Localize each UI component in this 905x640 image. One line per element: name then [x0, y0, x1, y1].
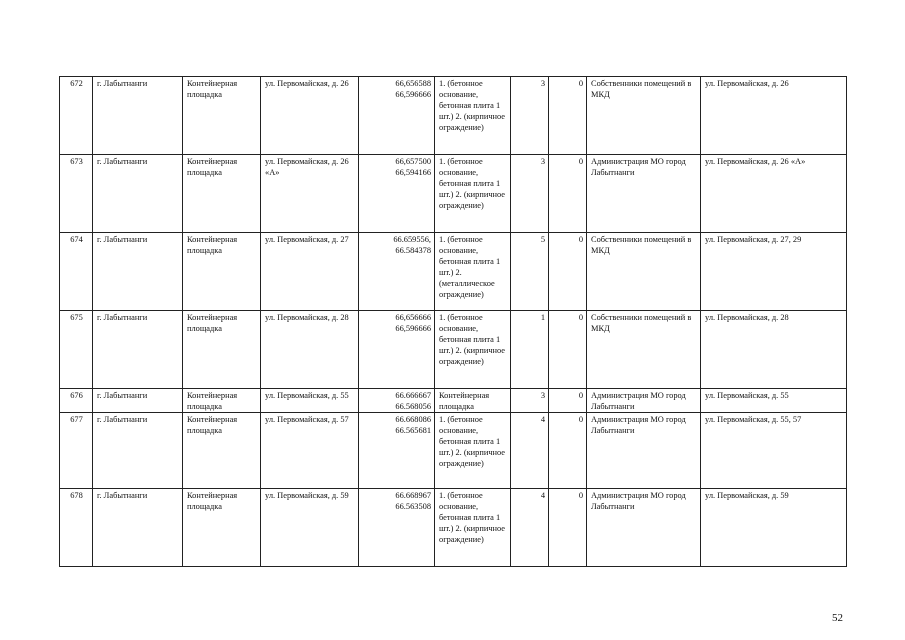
owner-cell: Собственники помещений в МКД [587, 311, 701, 389]
owner-cell: Администрация МО город Лабытнанги [587, 155, 701, 233]
coordinates-cell: 66,656666 66,596666 [359, 311, 435, 389]
extra-count-cell: 0 [549, 389, 587, 413]
extra-count-cell: 0 [549, 489, 587, 567]
address-cell: ул. Первомайская, д. 28 [261, 311, 359, 389]
coordinates-cell: 66.666667 66.568056 [359, 389, 435, 413]
address-cell: ул. Первомайская, д. 26 «А» [261, 155, 359, 233]
container-count-cell: 3 [511, 389, 549, 413]
city-cell: г. Лабытнанги [93, 77, 183, 155]
served-objects-cell: ул. Первомайская, д. 55, 57 [701, 413, 847, 489]
description-cell: Контейнерная площадка [435, 389, 511, 413]
served-objects-cell: ул. Первомайская, д. 27, 29 [701, 233, 847, 311]
owner-cell: Администрация МО город Лабытнанги [587, 489, 701, 567]
owner-cell: Собственники помещений в МКД [587, 77, 701, 155]
served-objects-cell: ул. Первомайская, д. 26 [701, 77, 847, 155]
table-row [60, 77, 847, 155]
table-row [60, 389, 847, 413]
container-count-cell: 3 [511, 77, 549, 155]
row-number-cell: 678 [60, 489, 93, 567]
row-number-cell: 672 [60, 77, 93, 155]
extra-count-cell: 0 [549, 155, 587, 233]
coordinates-cell: 66.668086 66.565681 [359, 413, 435, 489]
registry-table [59, 76, 847, 567]
address-cell: ул. Первомайская, д. 59 [261, 489, 359, 567]
row-number-cell: 674 [60, 233, 93, 311]
description-cell: 1. (бетонное основание, бетонная плита 1 шт.) 2. (кирпичное ограждение) [435, 311, 511, 389]
row-number-cell: 675 [60, 311, 93, 389]
object-type-cell: Контейнерная площадка [183, 413, 261, 489]
description-cell: 1. (бетонное основание, бетонная плита 1 шт.) 2. (кирпичное ограждение) [435, 77, 511, 155]
address-cell: ул. Первомайская, д. 57 [261, 413, 359, 489]
served-objects-cell: ул. Первомайская, д. 55 [701, 389, 847, 413]
served-objects-cell: ул. Первомайская, д. 28 [701, 311, 847, 389]
owner-cell: Администрация МО город Лабытнанги [587, 413, 701, 489]
table-row [60, 489, 847, 567]
row-number-cell: 673 [60, 155, 93, 233]
object-type-cell: Контейнерная площадка [183, 155, 261, 233]
coordinates-cell: 66,657500 66,594166 [359, 155, 435, 233]
description-cell: 1. (бетонное основание, бетонная плита 1 шт.) 2. (кирпичное ограждение) [435, 155, 511, 233]
page-number: 52 [832, 612, 843, 624]
coordinates-cell: 66.659556, 66.584378 [359, 233, 435, 311]
owner-cell: Администрация МО город Лабытнанги [587, 389, 701, 413]
table-row [60, 413, 847, 489]
description-cell: 1. (бетонное основание, бетонная плита 1 шт.) 2. (кирпичное ограждение) [435, 489, 511, 567]
city-cell: г. Лабытнанги [93, 389, 183, 413]
object-type-cell: Контейнерная площадка [183, 489, 261, 567]
table-row [60, 311, 847, 389]
address-cell: ул. Первомайская, д. 55 [261, 389, 359, 413]
object-type-cell: Контейнерная площадка [183, 233, 261, 311]
container-count-cell: 1 [511, 311, 549, 389]
city-cell: г. Лабытнанги [93, 233, 183, 311]
description-cell: 1. (бетонное основание, бетонная плита 1 шт.) 2. (металлическое ограждение) [435, 233, 511, 311]
container-count-cell: 4 [511, 489, 549, 567]
served-objects-cell: ул. Первомайская, д. 26 «А» [701, 155, 847, 233]
description-cell: 1. (бетонное основание, бетонная плита 1 шт.) 2. (кирпичное ограждение) [435, 413, 511, 489]
owner-cell: Собственники помещений в МКД [587, 233, 701, 311]
container-count-cell: 3 [511, 155, 549, 233]
address-cell: ул. Первомайская, д. 27 [261, 233, 359, 311]
row-number-cell: 676 [60, 389, 93, 413]
row-number-cell: 677 [60, 413, 93, 489]
served-objects-cell: ул. Первомайская, д. 59 [701, 489, 847, 567]
extra-count-cell: 0 [549, 233, 587, 311]
table-row [60, 233, 847, 311]
city-cell: г. Лабытнанги [93, 489, 183, 567]
extra-count-cell: 0 [549, 77, 587, 155]
extra-count-cell: 0 [549, 413, 587, 489]
extra-count-cell: 0 [549, 311, 587, 389]
address-cell: ул. Первомайская, д. 26 [261, 77, 359, 155]
object-type-cell: Контейнерная площадка [183, 389, 261, 413]
city-cell: г. Лабытнанги [93, 155, 183, 233]
coordinates-cell: 66,656588 66,596666 [359, 77, 435, 155]
container-count-cell: 4 [511, 413, 549, 489]
object-type-cell: Контейнерная площадка [183, 311, 261, 389]
city-cell: г. Лабытнанги [93, 413, 183, 489]
city-cell: г. Лабытнанги [93, 311, 183, 389]
table-row [60, 155, 847, 233]
object-type-cell: Контейнерная площадка [183, 77, 261, 155]
container-count-cell: 5 [511, 233, 549, 311]
coordinates-cell: 66.668967 66.563508 [359, 489, 435, 567]
